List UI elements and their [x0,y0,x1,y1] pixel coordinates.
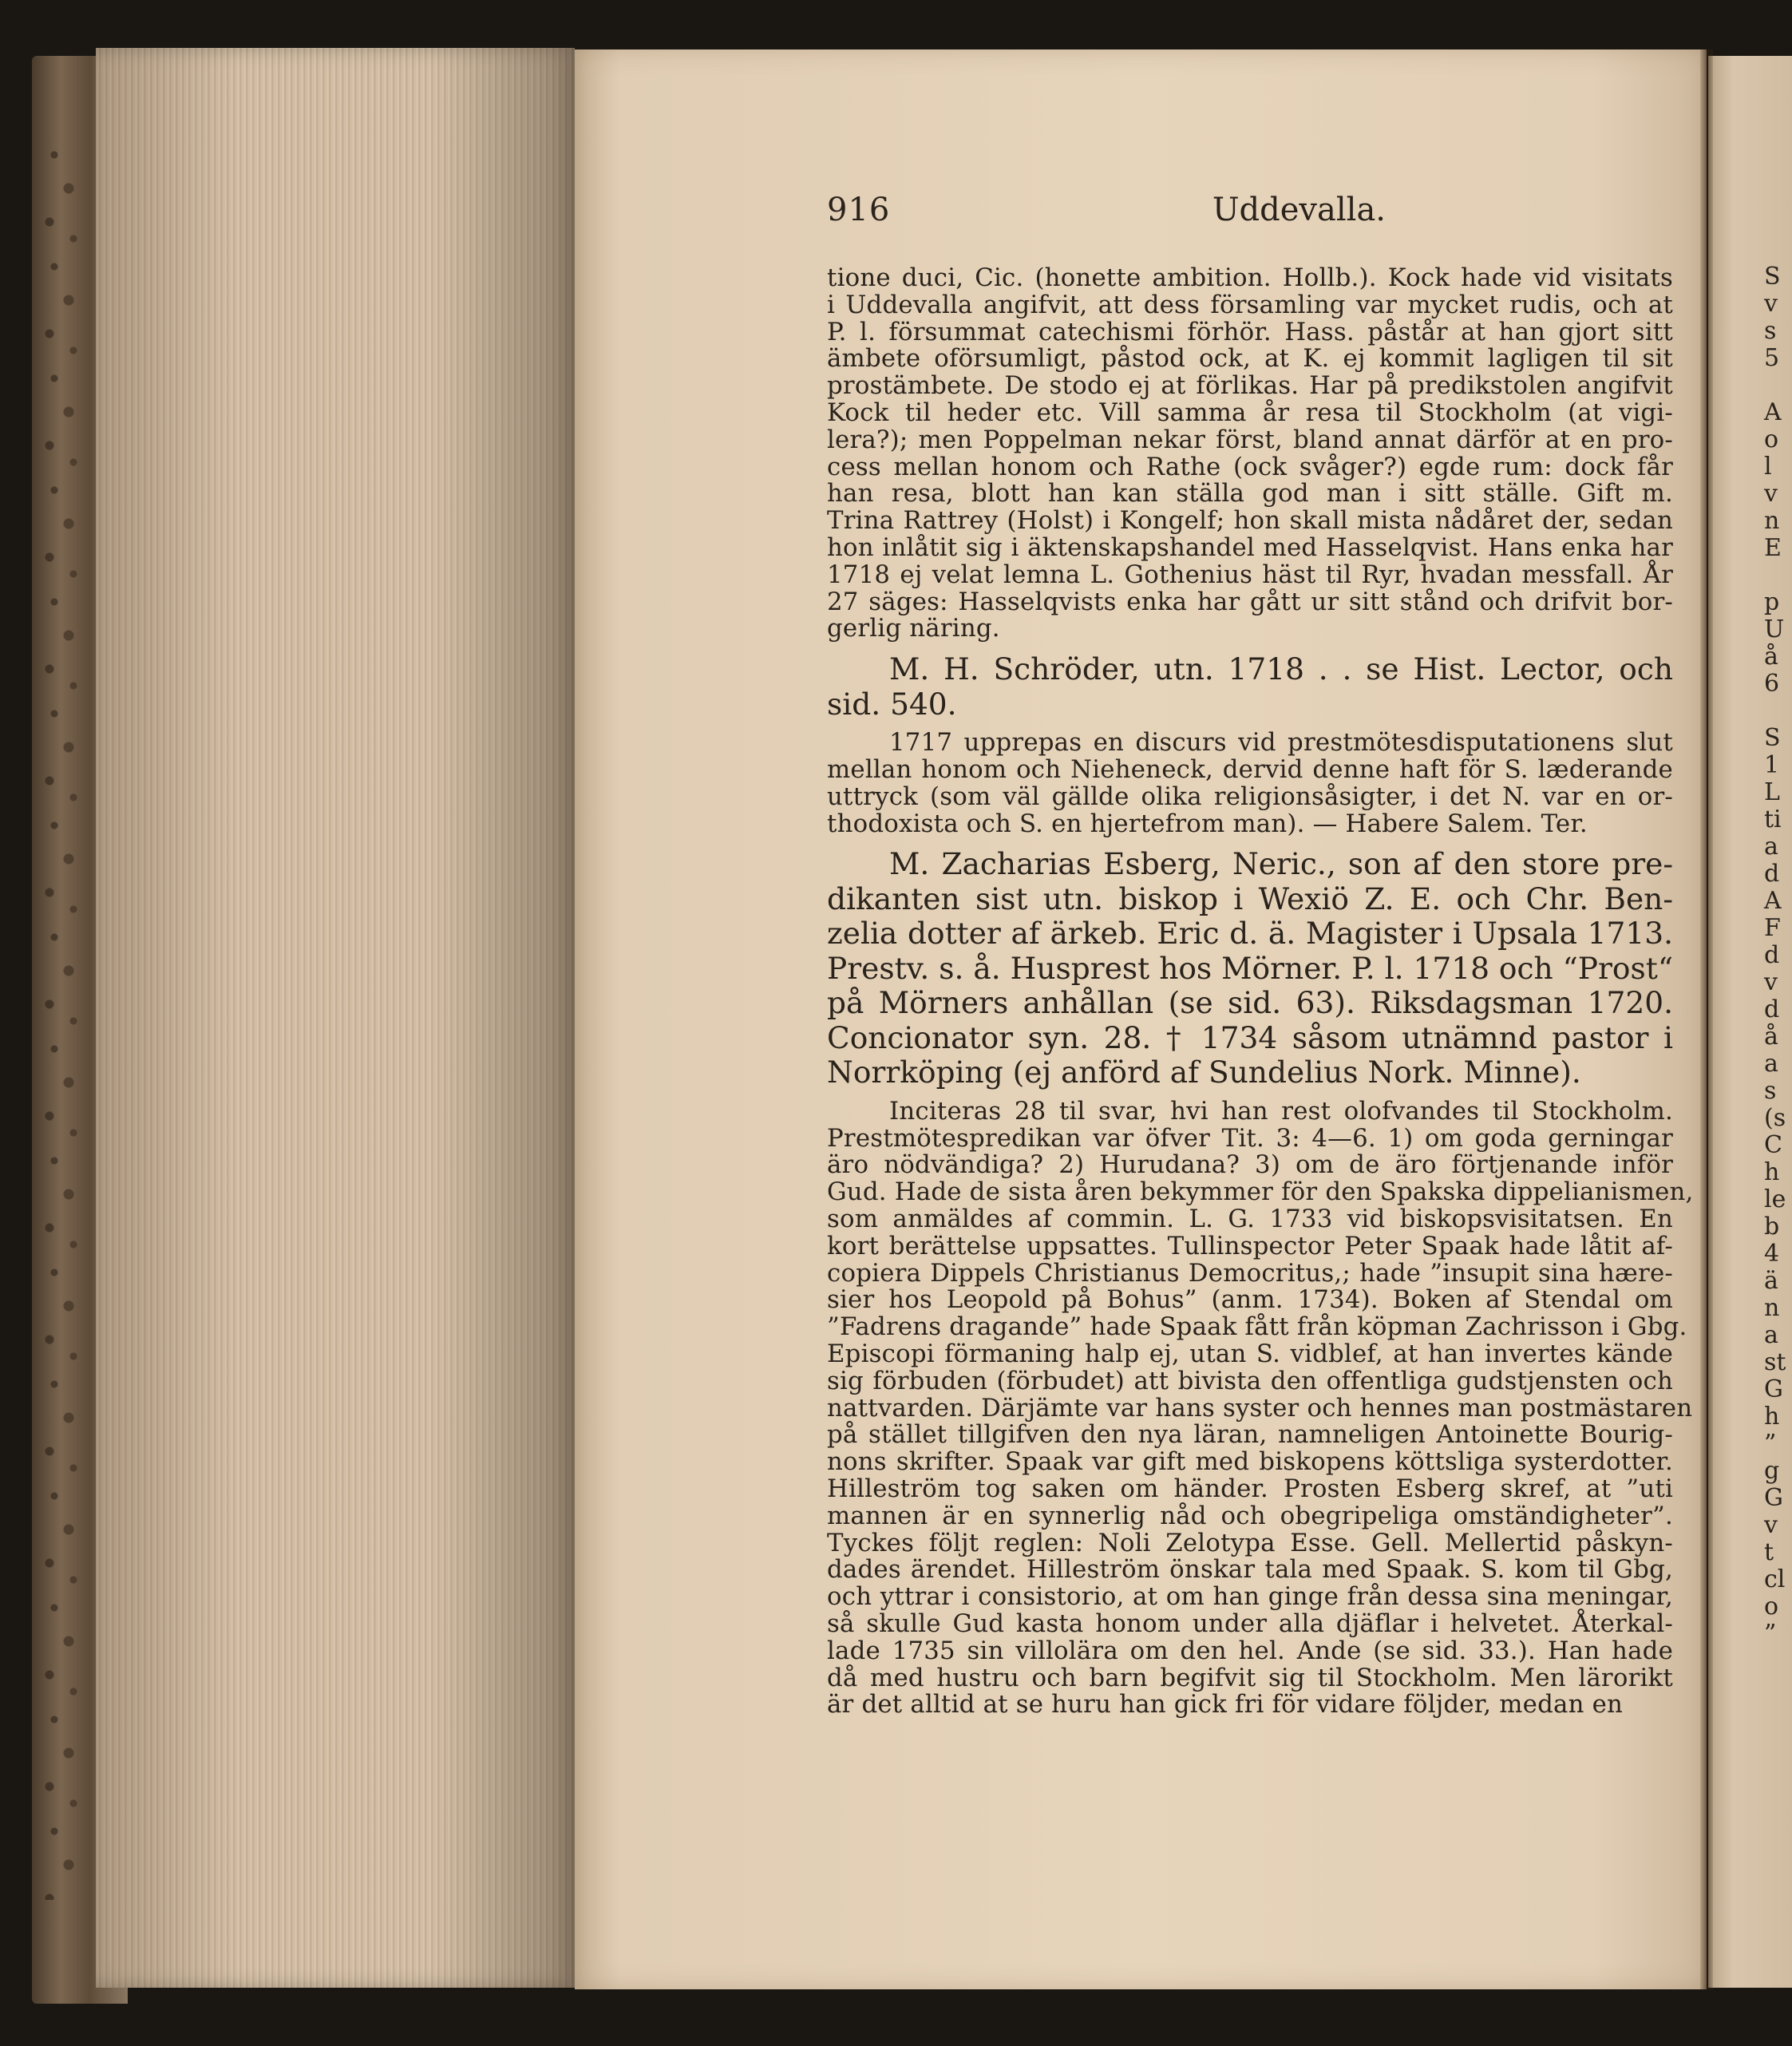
facing-page-edge [1708,56,1792,1988]
text-line: M. H. Schröder, utn. 1718 . . se Hist. Lector, och [889,651,1673,687]
text-line: Hilleström tog saken om händer. Prosten Esberg skref, at ”uti [827,1474,1673,1503]
text-line: hon inlåtit sig i äktenskapshandel med Hasselqvist. Hans enka har [827,532,1673,562]
facing-page-letter: ti [1764,805,1782,833]
running-header [827,192,1386,228]
text-line: på Mörners anhållan (se sid. 63). Riksdagsman 1720. [827,985,1673,1021]
facing-page-letter: 4 [1764,1240,1780,1268]
facing-page-letter: ” [1764,1620,1777,1648]
book-gutter [1700,49,1713,1989]
text-line: prostämbete. De stodo ej at förlikas. Har på predikstolen angifvit [827,371,1673,401]
facing-page-letter: A [1764,887,1782,915]
text-line: dades ärendet. Hilleström önskar tala med Spaak. S. kom til Gbg, [827,1555,1673,1585]
facing-page-letter: L [1764,778,1780,806]
text-line: zelia dotter af ärkeb. Eric d. ä. Magister i Upsala 1713. [827,916,1673,952]
entry-esberg [827,847,1673,1090]
text-line: M. Zacharias Esberg, Neric., son af den store pre- [889,846,1673,882]
facing-page-letter: n [1764,1294,1780,1322]
facing-page-letter: st [1764,1348,1786,1376]
cover-marbling [40,144,88,1900]
page-text [827,192,1694,1720]
facing-page-letter: å [1764,643,1778,671]
text-line: uttryck (som väl gällde olika religionsåsigter, i det N. var en or- [827,782,1673,811]
facing-page-letter: d [1764,860,1780,888]
text-line: cess mellan honom och Rathe (ock svåger?) egde rum: dock får [827,452,1673,481]
facing-page-letter: G [1764,1375,1783,1403]
facing-page-letter: t [1764,1538,1774,1566]
facing-page-letter: v [1764,480,1778,508]
text-line: ämbete oförsumligt, påstod ock, at K. ej kommit lagligen til sit [827,344,1673,374]
running-title: Uddevalla. [1212,192,1386,228]
facing-page-letter: G [1764,1484,1783,1512]
paragraph-esberg [827,1096,1694,1720]
facing-page-letter: 5 [1764,344,1780,372]
facing-page-letter: C [1764,1131,1782,1159]
text-line: så skulle Gud kasta honom under alla djäflar i helvetet. Återkal- [827,1609,1673,1638]
facing-page-letter [1764,698,1792,725]
page-number: 916 [827,192,891,228]
text-line: i Uddevalla angifvit, att dess församling var mycket rudis, och at [827,290,1673,319]
facing-page-letter: d [1764,995,1780,1023]
facing-page-letter: o [1764,1593,1779,1621]
facing-page-letter: s [1764,1077,1777,1105]
page-stack-shadow [96,48,575,1988]
facing-page-letter: n [1764,507,1780,535]
facing-page-letter: l [1764,453,1772,481]
paragraph-schroder [827,730,1673,837]
facing-page-letter: ” [1764,1430,1777,1458]
text-line: mannen är en synnerlig nåd och obegripeliga omständigheter”. [827,1501,1673,1530]
facing-page-letter: å [1764,1023,1778,1051]
facing-page-letter: h [1764,1158,1780,1186]
text-line: Trina Rattrey (Holst) i Kongelf; hon skall mista nådåret der, sedan [827,506,1673,536]
text-line: Tyckes följt reglen: Noli Zelotypa Esse. Gell. Mellertid påskyn- [827,1528,1673,1557]
facing-page-letter: A [1764,398,1782,426]
text-line: Gud. Hade de sista åren bekymmer för den Spakska dippelianismen, [827,1177,1694,1207]
facing-page-letter [1764,562,1792,589]
facing-page-letter: a [1764,833,1778,861]
text-line: är det alltid at se huru han gick fri för vidare följder, medan en [827,1690,1624,1720]
facing-page-letter: p [1764,588,1780,616]
facing-page-letter: v [1764,968,1778,996]
facing-page-letter: E [1764,534,1782,562]
facing-page-letter: 6 [1764,670,1780,698]
text-line: Concionator syn. 28. † 1734 såsom utnämnd pastor i [827,1019,1673,1055]
text-line: Prestmötespredikan var öfver Tit. 3: 4—6. 1) om goda gerningar [827,1123,1673,1153]
facing-page-letter: U [1764,615,1785,643]
facing-page-letter: v [1764,290,1778,318]
text-line: tione duci, Cic. (honette ambition. Hollb.). Kock hade vid visitats [827,263,1673,292]
text-line: sier hos Leopold på Bohus” (anm. 1734). Boken af Stendal om [827,1285,1673,1315]
paragraph-kock [827,265,1673,643]
facing-page-letter [1764,372,1792,399]
text-line: och yttrar i consistorio, at om han ginge från dessa sina meningar, [827,1582,1673,1612]
facing-page-letter: 1 [1764,751,1780,779]
facing-page-letter: cl [1764,1565,1786,1593]
text-line: Norrköping (ej anförd af Sundelius Nork. Minne). [827,1055,1581,1090]
text-line: lade 1735 sin villolära om den hel. Ande (se sid. 33.). Han hade [827,1636,1673,1665]
text-line: 1718 ej velat lemna L. Gothenius häst til Ryr, hvadan messfall. År [827,560,1673,589]
text-line: 27 säges: Hasselqvists enka har gått ur sitt stånd och drifvit bor- [827,587,1673,616]
text-line: kort berättelse uppsattes. Tullinspector Peter Spaak hade låtit af- [827,1231,1673,1260]
text-line: ”Fadrens dragande” hade Spaak fått från köpman Zachrisson i Gbg. [827,1312,1687,1342]
facing-page-letter: F [1764,914,1781,942]
text-line: lera?); men Poppelman nekar först, bland annat därför at en pro- [827,425,1673,454]
facing-page-letter: s [1764,317,1777,345]
facing-page-letter: v [1764,1511,1778,1539]
facing-page-letter: S [1764,724,1781,752]
facing-page-letter: a [1764,1050,1778,1078]
text-line: 1717 upprepas en discurs vid prestmötesdisputationens slut [889,728,1673,758]
text-line: thodoxista och S. en hjertefrom man). — Habere Salem. Ter. [827,809,1588,838]
text-line: han resa, blott han kan ställa god man i sitt ställe. Gift m. [827,479,1673,509]
facing-page-letter: (s [1764,1104,1786,1132]
text-line: nons skrifter. Spaak var gift med biskopens köttsliga systerdotter. [827,1447,1673,1477]
facing-page-letter: a [1764,1321,1778,1349]
text-line: då med hustru och barn begifvit sig til Stockholm. Men lärorikt [827,1663,1673,1692]
text-line: Kock til heder etc. Vill samma år resa til Stockholm (at vigi- [827,398,1673,427]
text-line: på stället tillgifven den nya läran, namneligen Antoinette Bourig- [827,1420,1673,1450]
text-line: äro nödvändiga? 2) Hurudana? 3) om de äro förtjenande inför [827,1150,1673,1180]
facing-page-letter: ä [1764,1267,1778,1295]
facing-page-letter: b [1764,1213,1780,1241]
text-line: Inciteras 28 til svar, hvi han rest olofvandes til Stockholm. [889,1096,1673,1126]
text-line: copiera Dippels Christianus Democritus,; hade ”insupit sina hære- [827,1258,1673,1288]
text-line: P. l. försummat catechismi förhör. Hass. påstår at han gjort sitt [827,317,1673,346]
facing-page-letter: o [1764,425,1779,453]
text-line: mellan honom och Nieheneck, dervid denne haft för S. læderande [827,754,1673,784]
text-line: Prestv. s. å. Husprest hos Mörner. P. l. 1718 och “Prost“ [827,950,1673,986]
facing-page-letter: le [1764,1185,1786,1213]
text-line: Episcopi förmaning halp ej, utan S. vidblef, at han invertes kände [827,1340,1673,1369]
facing-page-letter: d [1764,941,1780,969]
text-line: nattvarden. Därjämte var hans syster och hennes man postmästaren [827,1393,1693,1423]
facing-page-letter: S [1764,263,1781,291]
text-line: dikanten sist utn. biskop i Wexiö Z. E. och Chr. Ben- [827,881,1673,916]
facing-page-letter: g [1764,1457,1780,1485]
facing-page-letter: h [1764,1403,1780,1431]
facing-page-letters [1764,263,1792,1648]
text-line: sid. 540. [827,686,957,722]
text-line: sig förbuden (förbudet) att bivista den offentliga gudstjensten och [827,1366,1673,1395]
text-line: gerlig näring. [827,614,1000,643]
entry-schroder [827,652,1673,722]
text-line: som anmäldes af commin. L. G. 1733 vid biskopsvisitatsen. En [827,1205,1673,1234]
